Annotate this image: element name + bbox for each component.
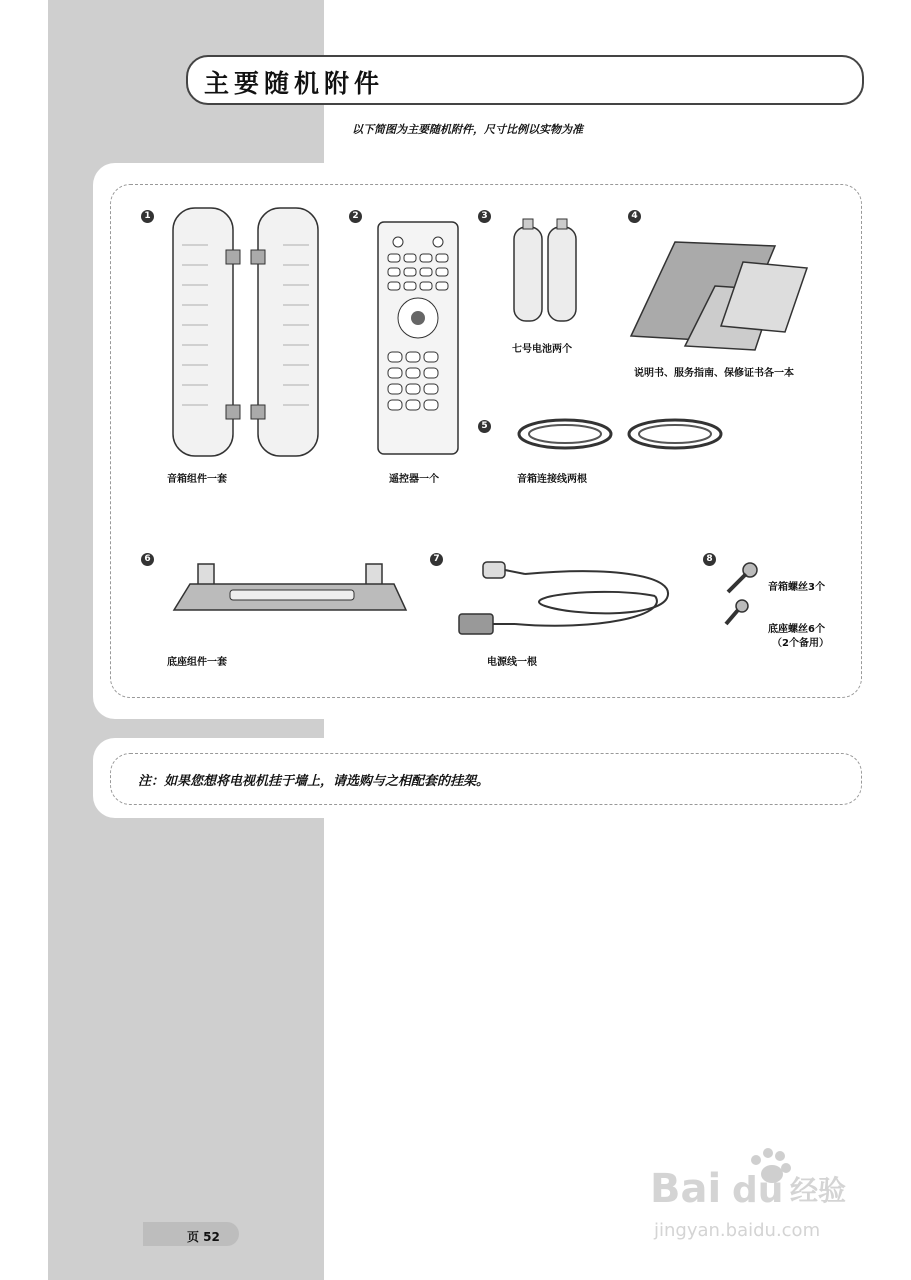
cable-icon <box>510 412 730 457</box>
item-number-8: 8 <box>703 553 716 566</box>
baidu-watermark-logo <box>648 1140 858 1250</box>
booklet-icon <box>625 238 815 353</box>
item-number-5: 5 <box>478 420 491 433</box>
svg-text:du: du <box>732 1170 784 1211</box>
battery-icon <box>510 215 585 325</box>
item-caption-5: 音箱连接线两根 <box>517 474 587 485</box>
item-caption-6: 底座组件一套 <box>167 657 227 668</box>
page-subtitle: 以下简图为主要随机附件，尺寸比例以实物为准 <box>352 123 583 136</box>
item-number-7: 7 <box>430 553 443 566</box>
item-caption-8-line2: 底座螺丝6个 <box>768 624 825 635</box>
item-number-2: 2 <box>349 210 362 223</box>
item-number-4: 4 <box>628 210 641 223</box>
title-frame <box>186 55 864 105</box>
remote-control-icon <box>374 218 464 458</box>
power-cord-icon <box>455 556 685 641</box>
item-caption-4: 说明书、服务指南、保修证书各一本 <box>634 368 794 379</box>
item-caption-8-line3: （2个备用） <box>772 638 829 649</box>
item-caption-2: 遥控器一个 <box>389 474 439 485</box>
item-caption-8-line1: 音箱螺丝3个 <box>768 582 825 593</box>
item-caption-1: 音箱组件一套 <box>167 474 227 485</box>
page-title: 主要随机附件 <box>204 69 385 98</box>
svg-text:经验: 经验 <box>790 1174 847 1207</box>
item-caption-7: 电源线一根 <box>487 657 537 668</box>
page-number: 页 52 <box>187 1230 220 1244</box>
item-number-6: 6 <box>141 553 154 566</box>
note-text: 注：如果您想将电视机挂于墙上，请选购与之相配套的挂架。 <box>138 774 490 789</box>
item-number-1: 1 <box>141 210 154 223</box>
stand-base-icon <box>170 562 410 622</box>
svg-text:Bai: Bai <box>650 1166 722 1212</box>
speaker-pair-icon <box>168 205 323 460</box>
item-number-3: 3 <box>478 210 491 223</box>
svg-text:jingyan.baidu.com: jingyan.baidu.com <box>654 1220 821 1241</box>
screw-icon <box>720 560 765 630</box>
item-caption-3: 七号电池两个 <box>512 344 572 355</box>
